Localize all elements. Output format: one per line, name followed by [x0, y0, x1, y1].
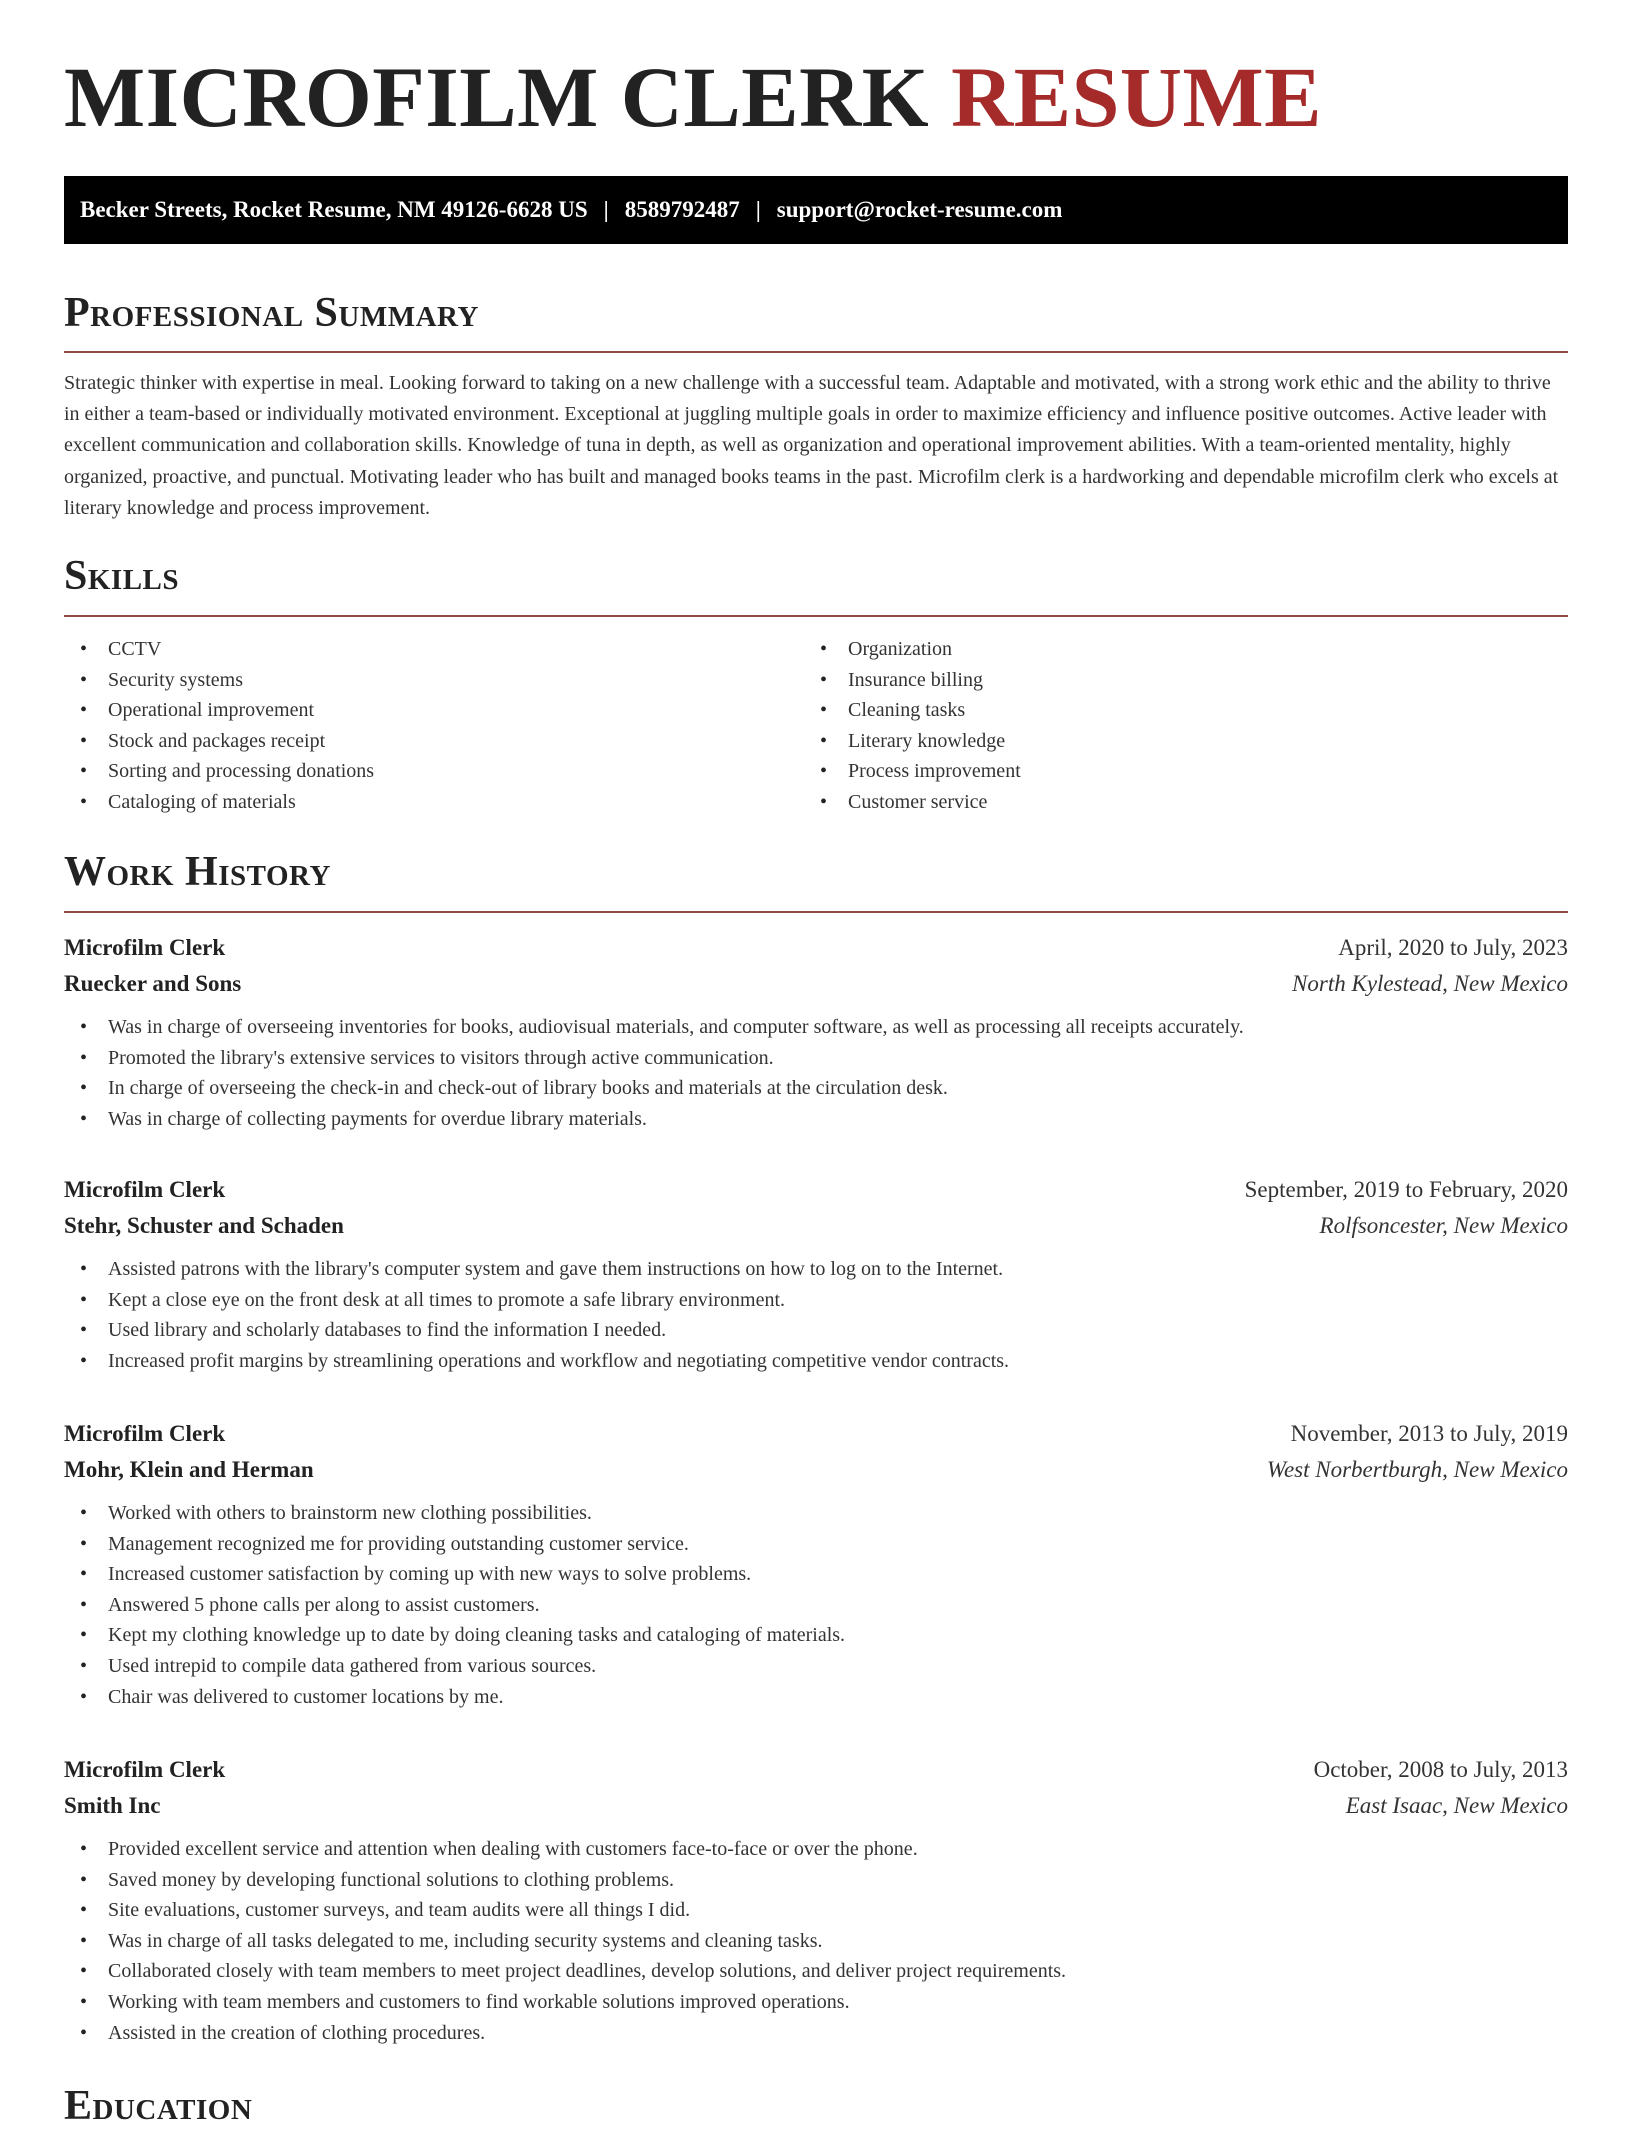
skills-column-left — [64, 634, 804, 818]
job-entry — [64, 1416, 1568, 1712]
job-company: Smith Inc — [64, 1793, 161, 1818]
job-duty: • Kept my clothing knowledge up to date by doing cleaning tasks and cataloging of materials. — [64, 1620, 1568, 1651]
job-duty: • Answered 5 phone calls per along to assist customers. — [64, 1590, 1568, 1621]
job-dates: September, 2019 to February, 2020 — [1244, 1177, 1568, 1202]
job-entry — [64, 1172, 1568, 1376]
job-title: Microfilm Clerk — [64, 1421, 226, 1446]
summary-heading: Professional Summary — [64, 290, 479, 336]
contact-separator: | — [603, 197, 609, 222]
skill-item: • Cataloging of materials — [64, 787, 804, 818]
skill-item: • Cleaning tasks — [804, 695, 1544, 726]
contact-phone: 8589792487 — [624, 197, 740, 222]
job-duty: • Kept a close eye on the front desk at all times to promote a safe library environment. — [64, 1285, 1568, 1316]
contact-email: support@rocket-resume.com — [776, 197, 1063, 222]
job-company: Ruecker and Sons — [64, 971, 242, 996]
job-entry — [64, 1752, 1568, 2048]
job-company-row — [64, 1208, 1568, 1244]
job-duty: • Assisted patrons with the library's computer system and gave them instructions on how to log on to the Internet. — [64, 1254, 1568, 1285]
skill-item: • Insurance billing — [804, 665, 1544, 696]
job-header-row — [64, 1172, 1568, 1208]
skill-item: • Organization — [804, 634, 1544, 665]
skill-item: • Process improvement — [804, 756, 1544, 787]
job-duty: • Was in charge of overseeing inventories for books, audiovisual materials, and computer software, as well as processing all receipts accurately. — [64, 1012, 1568, 1043]
work-history-divider — [64, 911, 1568, 913]
job-header-row — [64, 930, 1568, 966]
job-duty: • Increased customer satisfaction by coming up with new ways to solve problems. — [64, 1559, 1568, 1590]
skills-heading: Skills — [64, 553, 180, 599]
skills-list — [64, 634, 1568, 818]
title-accent: RESUME — [951, 49, 1323, 145]
job-duty: • Collaborated closely with team members to meet project deadlines, develop solutions, and deliver project requirements. — [64, 1956, 1568, 1987]
job-company-row — [64, 1452, 1568, 1488]
contact-separator: | — [755, 197, 761, 222]
resume-title — [64, 49, 1323, 145]
job-header-row — [64, 1752, 1568, 1788]
contact-bar — [64, 176, 1568, 244]
job-dates: November, 2013 to July, 2019 — [1290, 1421, 1568, 1446]
job-duty: • Assisted in the creation of clothing procedures. — [64, 2018, 1568, 2049]
job-duty: • Chair was delivered to customer locations by me. — [64, 1682, 1568, 1713]
job-duty: • In charge of overseeing the check-in and check-out of library books and materials at the circulation desk. — [64, 1073, 1568, 1104]
job-entry — [64, 930, 1568, 1134]
job-location: Rolfsoncester, New Mexico — [1319, 1213, 1568, 1238]
job-location: North Kylestead, New Mexico — [1292, 971, 1568, 996]
job-duties — [64, 1498, 1568, 1712]
job-title: Microfilm Clerk — [64, 935, 226, 960]
work-history-heading: Work History — [64, 849, 331, 895]
job-duties — [64, 1834, 1568, 2048]
job-duty: • Provided excellent service and attention when dealing with customers face-to-face or over the phone. — [64, 1834, 1568, 1865]
skill-item: • CCTV — [64, 634, 804, 665]
job-title: Microfilm Clerk — [64, 1757, 226, 1782]
job-company: Stehr, Schuster and Schaden — [64, 1213, 344, 1238]
skill-item: • Sorting and processing donations — [64, 756, 804, 787]
job-duties — [64, 1254, 1568, 1376]
job-duty: • Was in charge of all tasks delegated to me, including security systems and cleaning tasks. — [64, 1926, 1568, 1957]
title-main: MICROFILM CLERK — [64, 49, 930, 145]
contact-address: Becker Streets, Rocket Resume, NM 49126-6628 US — [80, 197, 588, 222]
skill-item: • Security systems — [64, 665, 804, 696]
skill-item: • Literary knowledge — [804, 726, 1544, 757]
job-location: West Norbertburgh, New Mexico — [1266, 1457, 1568, 1482]
job-company-row — [64, 966, 1568, 1002]
skills-divider — [64, 615, 1568, 617]
job-duties — [64, 1012, 1568, 1134]
job-duty: • Increased profit margins by streamlining operations and workflow and negotiating competitive vendor contracts. — [64, 1346, 1568, 1377]
job-location: East Isaac, New Mexico — [1345, 1793, 1568, 1818]
summary-text: Strategic thinker with expertise in meal. Looking forward to taking on a new challenge with a successful team. Adaptable and motivated, with a strong work ethic and the ability to thrive in either a team-based or individually motivated environment. Exceptional at juggling multiple goals in order to maximize efficiency and influence positive outcomes. Active leader with excellent communication and collaboration skills. Knowledge of tuna in depth, as well as organization and operational improvement abilities. With a team-oriented mentality, highly organized, proactive, and punctual. Motivating leader who has built and managed books teams in the past. Microfilm clerk is a hardworking and dependable microfilm clerk who excels at literary knowledge and process improvement. — [64, 372, 1559, 519]
job-company: Mohr, Klein and Herman — [64, 1457, 314, 1482]
job-title: Microfilm Clerk — [64, 1177, 226, 1202]
job-header-row — [64, 1416, 1568, 1452]
job-duty: • Used intrepid to compile data gathered from various sources. — [64, 1651, 1568, 1682]
job-duty: • Saved money by developing functional solutions to clothing problems. — [64, 1865, 1568, 1896]
job-duty: • Promoted the library's extensive services to visitors through active communication. — [64, 1043, 1568, 1074]
skill-item: • Operational improvement — [64, 695, 804, 726]
job-duty: • Used library and scholarly databases to find the information I needed. — [64, 1315, 1568, 1346]
job-company-row — [64, 1788, 1568, 1824]
job-dates: October, 2008 to July, 2013 — [1313, 1757, 1568, 1782]
skill-item: • Stock and packages receipt — [64, 726, 804, 757]
job-duty: • Management recognized me for providing outstanding customer service. — [64, 1529, 1568, 1560]
summary-divider — [64, 351, 1568, 353]
skills-column-right — [804, 634, 1544, 818]
skill-item: • Customer service — [804, 787, 1544, 818]
job-duty: • Worked with others to brainstorm new clothing possibilities. — [64, 1498, 1568, 1529]
job-duty: • Working with team members and customers to find workable solutions improved operations. — [64, 1987, 1568, 2018]
job-duty: • Was in charge of collecting payments for overdue library materials. — [64, 1104, 1568, 1135]
job-dates: April, 2020 to July, 2023 — [1338, 935, 1568, 960]
education-heading: Education — [64, 2083, 253, 2129]
job-duty: • Site evaluations, customer surveys, and team audits were all things I did. — [64, 1895, 1568, 1926]
